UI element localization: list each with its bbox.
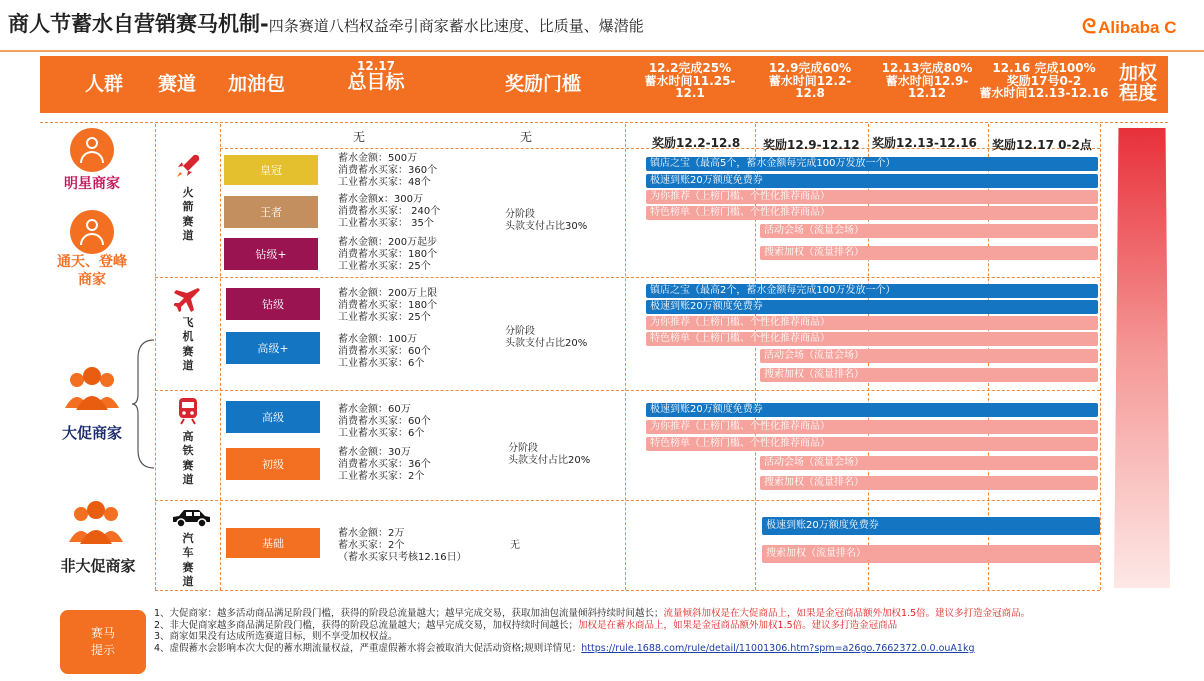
star-merchant-avatar-icon — [70, 128, 114, 172]
target-line: 工业蓄水买家：25个 — [338, 261, 431, 272]
target-line: 消费蓄水买家： 240个 — [338, 206, 441, 217]
threshold-car: 无 — [510, 540, 520, 551]
weight-line-1: 加权 — [1118, 62, 1157, 84]
group-tongtian — [46, 254, 138, 289]
track-plane-char: 赛 — [182, 344, 194, 358]
track-plane-char: 飞 — [182, 316, 194, 329]
phase-2-line-2: 蓄水时间12.2- — [768, 73, 852, 88]
package-diamond: 钻级 — [226, 288, 320, 320]
header-phase-1 — [640, 62, 740, 100]
track-rocket-char: 火 — [182, 186, 194, 199]
reward-featured: 特色榜单（上榜门槛、个性化推荐商品） — [646, 206, 1098, 220]
reward-col-1: 奖励12.2-12.8 — [652, 136, 741, 150]
package-junior: 初级 — [226, 448, 320, 480]
reward-search: 搜索加权（流量排名） — [760, 246, 1098, 260]
notes-badge — [60, 610, 146, 674]
reward-event: 活动会场（流量会场） — [760, 456, 1098, 470]
target-line: 消费蓄水买家：60个 — [338, 346, 431, 357]
reward-recommend: 为你推荐（上榜门槛、个性化推荐商品） — [646, 190, 1098, 204]
threshold-none: 无 — [520, 130, 533, 144]
reward-col-4: 奖励12.17 0-2点 — [992, 138, 1092, 152]
track-train-char: 赛 — [182, 458, 194, 472]
track-plane-char: 机 — [182, 330, 194, 344]
grid-line — [625, 124, 626, 590]
header-weight — [1112, 64, 1164, 104]
track-car-char: 车 — [182, 546, 194, 560]
target-line: 消费蓄水买家：36个 — [338, 459, 431, 470]
reward-col-2: 奖励12.9-12.12 — [763, 138, 860, 152]
people-group-icon-2 — [66, 498, 126, 546]
track-train — [181, 430, 195, 487]
notes-badge-line-2: 提示 — [90, 643, 115, 657]
target-line: 消费蓄水买家：60个 — [338, 416, 431, 427]
track-car-char: 汽 — [182, 532, 194, 545]
header-phase-4 — [974, 62, 1114, 100]
reward-featured: 特色榜单（上榜门槛、个性化推荐商品） — [646, 332, 1098, 346]
threshold-line: 头款支付占比20% — [505, 338, 588, 349]
track-train-char: 高 — [182, 430, 194, 443]
train-icon — [170, 396, 206, 433]
target-high — [338, 404, 431, 440]
target-basic — [338, 528, 467, 564]
logo-text: Alibaba C — [1098, 18, 1177, 37]
group-bracket — [130, 338, 156, 470]
target-line: 蓄水金额：100万 — [338, 334, 418, 345]
group-tongtian-line-1: 通天、登峰 — [57, 254, 127, 270]
track-rocket — [181, 186, 195, 243]
note-1-highlight: 流量倾斜加权是在大促商品上，如果是金冠商品额外加权1.5倍。建议多打造金冠商品。 — [663, 608, 1031, 619]
package-diamond-plus: 钻级+ — [224, 238, 318, 270]
target-king — [338, 194, 440, 230]
title-divider — [0, 50, 1204, 52]
threshold-line: 分阶段 — [505, 326, 535, 337]
note-2 — [154, 620, 1122, 632]
group-big-promo: 大促商家 — [61, 424, 122, 442]
reward-fast-pay: 极速到账20万额度免费券 — [646, 174, 1098, 188]
target-line: 蓄水金额：60万 — [338, 404, 411, 415]
header-phase-2 — [758, 62, 862, 100]
note-1-text: 1、大促商家：越多活动商品满足阶段门槛，获得的阶段总流量越大；越早完成交易，获取加油包流量倾斜持续时间越长； — [154, 608, 664, 619]
target-line: 消费蓄水买家：180个 — [338, 300, 438, 311]
reward-search: 搜索加权（流量排名） — [762, 545, 1100, 563]
group-non-promo: 非大促商家 — [60, 557, 136, 575]
header-goal — [344, 60, 408, 93]
reward-featured: 特色榜单（上榜门槛、个性化推荐商品） — [646, 437, 1098, 451]
package-basic: 基础 — [226, 528, 320, 558]
threshold-rocket — [505, 209, 587, 233]
target-line: 蓄水金额：30万 — [338, 447, 411, 458]
reward-event: 活动会场（流量会场） — [760, 349, 1098, 363]
reward-event: 活动会场（流量会场） — [760, 224, 1098, 238]
package-high: 高级 — [226, 401, 320, 433]
track-train-char: 铁 — [182, 444, 194, 458]
phase-1-line-2: 蓄水时间11.25- — [644, 73, 736, 88]
title-subtitle: 四条赛道八档权益牵引商家蓄水比速度、比质量、爆潜能 — [268, 17, 644, 35]
note-4-text: 4、虚假蓄水会影响本次大促的蓄水期流量权益，严重虚假蓄水将会被取消大促活动资格;规则详情见： — [154, 642, 582, 654]
notes-text — [154, 608, 1122, 654]
phase-4-line-2: 奖励17号0-2 — [1006, 73, 1082, 88]
package-crown: 皇冠 — [224, 155, 318, 185]
reward-recommend: 为你推荐（上榜门槛、个性化推荐商品） — [646, 420, 1098, 434]
phase-2-line-3: 12.8 — [795, 86, 825, 101]
threshold-line: 分阶段 — [505, 209, 535, 220]
alibaba-logo — [1082, 16, 1177, 39]
target-line: 工业蓄水买家：6个 — [338, 428, 425, 439]
header-phase-3 — [874, 62, 980, 100]
target-line: 蓄水金额：2万 — [338, 528, 405, 539]
track-car-char: 道 — [182, 574, 194, 588]
target-line: 工业蓄水买家：25个 — [338, 312, 431, 323]
goal-none: 无 — [353, 130, 366, 144]
grid-line — [155, 590, 1100, 591]
header-package: 加油包 — [228, 73, 286, 95]
target-junior — [338, 447, 431, 483]
threshold-line: 头款支付占比20% — [508, 455, 591, 466]
track-train-char: 道 — [182, 472, 194, 486]
phase-1-line-3: 12.1 — [675, 86, 705, 101]
target-line: 蓄水买家：2个 — [338, 540, 405, 551]
threshold-train — [508, 443, 590, 467]
target-line: 蓄水金额x：300万 — [338, 194, 424, 205]
reward-col-3: 奖励12.13-12.16 — [872, 136, 977, 150]
target-diamond — [338, 288, 437, 324]
grid-line — [1100, 124, 1101, 590]
tongtian-merchant-avatar-icon — [70, 210, 114, 254]
page-title — [8, 8, 644, 38]
phase-4-line-1: 12.16 完成100% — [992, 61, 1096, 75]
header-track: 赛道 — [158, 73, 197, 95]
package-king: 王者 — [224, 196, 318, 228]
reward-search: 搜索加权（流量排名） — [760, 476, 1098, 490]
package-high-plus: 高级+ — [226, 332, 320, 364]
target-line: 工业蓄水买家：48个 — [338, 177, 431, 188]
reward-fast-pay: 极速到账20万额度免费券 — [762, 517, 1100, 535]
track-car-char: 赛 — [182, 560, 194, 574]
track-plane — [181, 316, 195, 373]
reward-shop-treasure: 镇店之宝（最高5个，蓄水金额每完成100万发放一个） — [646, 157, 1098, 171]
track-plane-char: 道 — [182, 358, 194, 372]
reward-search: 搜索加权（流量排名） — [760, 368, 1098, 382]
target-high-plus — [338, 334, 431, 370]
target-diamond-plus — [338, 237, 437, 273]
grid-line — [155, 277, 1100, 278]
header-goal-date: 12.17 — [357, 59, 395, 73]
track-rocket-char: 箭 — [182, 200, 194, 214]
note-1 — [154, 608, 1122, 620]
rocket-icon — [170, 152, 206, 187]
reward-fast-pay: 极速到账20万额度免费券 — [646, 300, 1098, 314]
header-goal-label: 总目标 — [347, 70, 405, 93]
note-4 — [154, 643, 1122, 655]
phase-3-line-1: 12.13完成80% — [881, 61, 973, 75]
target-line: 蓄水金额：500万 — [338, 153, 418, 164]
rule-link[interactable]: https://rule.1688.com/rule/detail/11001306.htm?spm=a26go.7662372.0.0.ouA1kg — [581, 642, 975, 654]
header-threshold: 奖励门槛 — [505, 73, 582, 95]
title-main: 商人节蓄水自营销赛马机制- — [8, 12, 269, 36]
alibaba-logo-icon: ᘓ — [1082, 16, 1097, 38]
weight-gradient-bar — [1114, 128, 1170, 588]
table-header — [40, 56, 1168, 113]
track-rocket-char: 赛 — [182, 214, 194, 228]
target-line: 工业蓄水买家：2个 — [338, 471, 425, 482]
header-crowd: 人群 — [85, 73, 124, 95]
target-crown — [338, 153, 437, 189]
phase-3-line-3: 12.12 — [908, 86, 946, 101]
grid-line — [220, 124, 221, 590]
people-group-icon — [62, 364, 122, 414]
note-3: 3、商家如果没有达成所选赛道目标，则不享受加权权益。 — [154, 631, 398, 643]
target-line: 蓄水金额：200万上限 — [338, 288, 438, 299]
target-line: 工业蓄水买家： 35个 — [338, 218, 434, 229]
note-2-text: 2、非大促商家越多商品满足阶段门槛，获得的阶段总流量越大；越早完成交易，加权持续时间越长； — [154, 619, 579, 631]
target-line: 消费蓄水买家：360个 — [338, 165, 438, 176]
reward-shop-treasure: 镇店之宝（最高2个，蓄水金额每完成100万发放一个） — [646, 284, 1098, 298]
phase-2-line-1: 12.9完成60% — [768, 61, 852, 75]
reward-fast-pay: 极速到账20万额度免费券 — [646, 403, 1098, 417]
threshold-line: 头款支付占比30% — [505, 221, 588, 232]
target-line: 消费蓄水买家：180个 — [338, 249, 438, 260]
grid-line — [155, 500, 1100, 501]
grid-line — [155, 390, 1100, 391]
phase-4-line-3: 蓄水时间12.13-12.16 — [979, 86, 1109, 101]
group-star: 明星商家 — [64, 176, 120, 192]
target-line: 工业蓄水买家：6个 — [338, 358, 425, 369]
notes-badge-line-1: 赛马 — [90, 626, 115, 641]
threshold-line: 分阶段 — [508, 443, 538, 454]
phase-3-line-2: 蓄水时间12.9- — [885, 73, 969, 88]
phase-1-line-1: 12.2完成25% — [648, 61, 732, 75]
target-line: （蓄水买家只考核12.16日） — [338, 552, 467, 563]
track-car — [181, 532, 195, 589]
grid-line — [40, 122, 1168, 123]
weight-line-2: 程度 — [1118, 81, 1157, 104]
target-line: 蓄水金额：200万起步 — [338, 237, 438, 248]
group-tongtian-line-2: 商家 — [78, 271, 106, 288]
threshold-plane — [505, 326, 587, 350]
reward-recommend: 为你推荐（上榜门槛、个性化推荐商品） — [646, 316, 1098, 330]
track-rocket-char: 道 — [182, 228, 194, 242]
note-2-highlight: 加权是在蓄水商品上，如果是金冠商品额外加权1.5倍。建议多打造金冠商品 — [578, 619, 898, 631]
